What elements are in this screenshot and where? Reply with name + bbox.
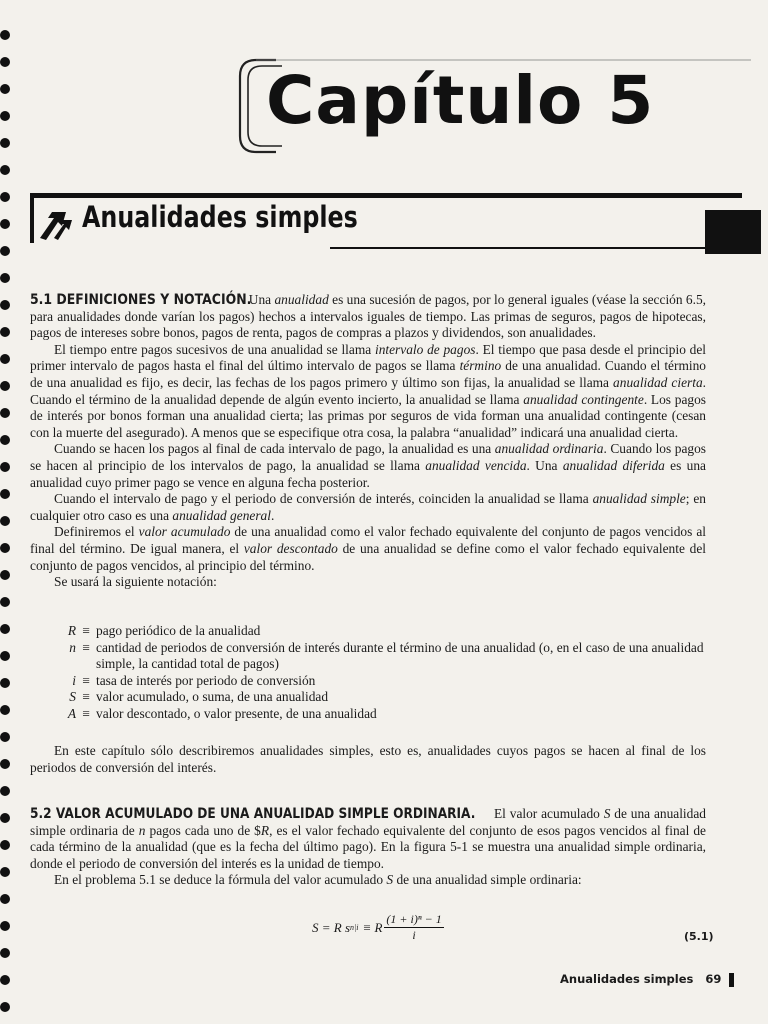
binding-ring [0, 111, 10, 121]
page-footer [560, 972, 734, 987]
section-5-1-heading: 5.1 DEFINICIONES Y NOTACIÓN. [30, 292, 252, 308]
equation-number: (5.1) [684, 930, 714, 943]
binding-ring [0, 381, 10, 391]
fraction: $\frac{\text{(1 + i)ⁿ − 1}}{i}$ [386, 912, 442, 942]
binding-ring [0, 840, 10, 850]
paragraph: Se usará la siguiente notación: [54, 574, 217, 590]
paragraph: Definiremos el valor acumulado de una anualidad como el valor fechado equivalente del conjunto de pagos vencidos al final del término. De igual manera, el valor descontado de una anualidad se define como el valor fechado equivalente del conjunto de pagos vencidos, al principio del término. [30, 524, 706, 573]
footer-bar [729, 973, 734, 987]
banner-block [705, 210, 761, 254]
binding-ring [0, 678, 10, 688]
notation-list [60, 623, 720, 723]
paragraph: En este capítulo sólo describiremos anualidades simples, esto es, anualidades cuyos pagos se hacen al final de los periodos de conversión del interés. [30, 743, 706, 775]
notation-row: R ≡ pago periódico de la anualidad [67, 623, 261, 638]
binding-ring [0, 273, 10, 283]
spiral-binding [0, 30, 14, 1020]
binding-ring [0, 786, 10, 796]
binding-ring [0, 867, 10, 877]
binding-ring [0, 624, 10, 634]
page-number: 69 [705, 972, 722, 986]
notation-row: A ≡ valor descontado, o valor presente, de una anualidad [67, 705, 377, 721]
paragraph: En el problema 5.1 se deduce la fórmula del valor acumulado S de una anualidad simple ordinaria: [54, 872, 582, 888]
binding-ring [0, 732, 10, 742]
binding-ring [0, 894, 10, 904]
section-banner-title: Anualidades simples [82, 200, 358, 234]
binding-ring [0, 570, 10, 580]
binding-ring [0, 246, 10, 256]
binding-ring [0, 543, 10, 553]
binding-ring [0, 948, 10, 958]
binding-ring [0, 300, 10, 310]
paragraph: El tiempo entre pagos sucesivos de una anualidad se llama intervalo de pagos. El tiempo que pasa desde el principio del primer intervalo de pagos hasta el final del último intervalo de pagos se llama término de una anualidad. Cuando el término de una anualidad es fijo, es decir, las fechas de los pagos primero y último son fijas, la anualidad se llama anualidad cierta. Cuando el término de la anualidad depende de algún evento incierto, la anualidad se llama anualidad contingente. Los pagos de interés por bonos forman una anualidad cierta; las primas por seguros de vida forman una anualidad contingente (cesan con la muerte del asegurado). A menos que se especifique otra cosa, la palabra “anualidad” indicará una anualidad cierta. [30, 341, 707, 440]
formula-5-1: S = R s n|i ≡ R $\frac{\text{(1 + i)ⁿ − 1}}{i}$ [312, 912, 442, 942]
binding-ring [0, 651, 10, 661]
banner-top-rule [30, 193, 742, 198]
binding-ring [0, 813, 10, 823]
chapter-title: Capítulo 5 [266, 62, 655, 139]
paragraph: Cuando se hacen los pagos al final de cada intervalo de pago, la anualidad es una anualidad ordinaria. Cuando los pagos se hacen al principio de los intervalos de pago, la anualidad se llama anualidad vencida. Una anualidad diferida es una anualidad cuyo primer pago se vence en alguna fecha posterior. [30, 441, 706, 490]
binding-ring [0, 84, 10, 94]
binding-ring [0, 759, 10, 769]
section-5-1 [30, 292, 706, 591]
binding-ring [0, 327, 10, 337]
binding-ring [0, 1002, 10, 1012]
binding-ring [0, 597, 10, 607]
notation-row: i ≡ tasa de interés por periodo de conversión [72, 672, 316, 688]
binding-ring [0, 975, 10, 985]
paragraph: Cuando el intervalo de pago y el periodo de conversión de interés, coinciden la anualidad se llama anualidad simple; en cualquier otro caso es una anualidad general. [30, 491, 706, 523]
banner-left-rule [30, 193, 34, 243]
banner-bottom-rule [330, 247, 710, 249]
triple-arrow-icon [36, 204, 76, 242]
section-5-2 [30, 806, 706, 889]
binding-ring [0, 57, 10, 67]
binding-ring [0, 435, 10, 445]
binding-ring [0, 921, 10, 931]
binding-ring [0, 705, 10, 715]
binding-ring [0, 138, 10, 148]
binding-ring [0, 192, 10, 202]
binding-ring [0, 354, 10, 364]
binding-ring [0, 30, 10, 40]
binding-ring [0, 489, 10, 499]
binding-ring [0, 408, 10, 418]
footer-label: Anualidades simples [560, 972, 694, 986]
notation-row: S ≡ valor acumulado, o suma, de una anualidad [69, 689, 329, 705]
paragraph: 5.1 DEFINICIONES Y NOTACIÓN. Una anualidad es una sucesión de pagos, por lo general iguales (véase la sección 6.5, para anualidades donde varían los pagos) hechos a intervalos iguales de tiempo. Las primas de seguros, pagos de hipotecas, pagos de intereses sobre bonos, pagos de renta, pagos de compras a plazos y dividendos, son anualidades. [30, 292, 706, 341]
binding-ring [0, 219, 10, 229]
paragraph: 5.2 VALOR ACUMULADO DE UNA ANUALIDAD SIMPLE ORDINARIA. El valor acumulado S de una anualidad simple ordinaria de n pagos cada uno de $R, es el valor fechado equivalente del conjunto de esos pagos vencidos al final de cada término de la anualidad (que es la fecha del último pago). En la figura 5-1 se muestra una anualidad simple ordinaria, donde el periodo de conversión del interés es la unidad de tiempo. [30, 806, 706, 871]
binding-ring [0, 462, 10, 472]
section-5-2-heading: 5.2 VALOR ACUMULADO DE UNA ANUALIDAD SIMPLE ORDINARIA. [30, 806, 476, 822]
binding-ring [0, 516, 10, 526]
binding-ring [0, 165, 10, 175]
notation-row: n ≡ cantidad de periodos de conversión de interés durante el término de una anualidad (o, en el caso de una anualidad simple, la cantidad total de pagos) [69, 639, 704, 672]
